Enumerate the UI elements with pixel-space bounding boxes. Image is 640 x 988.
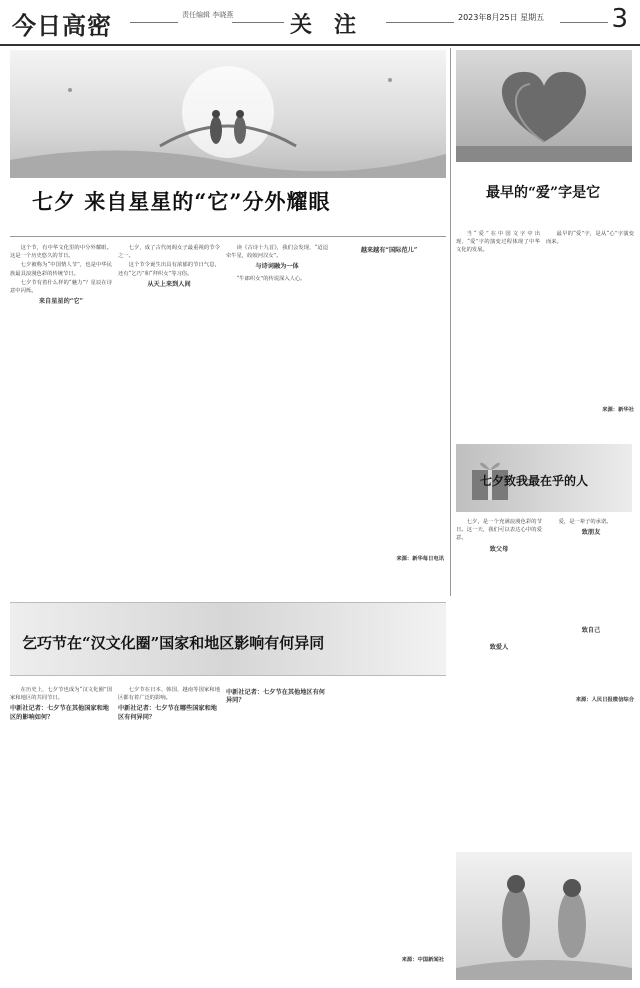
article-title: 七夕致我最在乎的人 bbox=[480, 474, 589, 488]
paragraph: 这个节，有中华文化里的中分外耀眼。这是一个历史悠久的节日。 bbox=[10, 245, 112, 260]
paragraph: 七夕，成了古代闺阁女子最重视的节令之一。 bbox=[118, 245, 220, 260]
article-title: 乞巧节在“汉文化圈”国家和地区影响有何异同 bbox=[22, 634, 325, 652]
editor-credit: 责任编辑 李晓燕 bbox=[182, 11, 234, 19]
question: 中新社记者：七夕节在其他国家和地区的影响如何？ bbox=[10, 705, 109, 721]
paragraph: 七夕节在日本、韩国、越南等国家和地区都有着广泛的影响。 bbox=[118, 687, 220, 702]
paragraph: 在历史上，七夕节也成为“汉文化圈”国家和地区的共同节日。 bbox=[10, 687, 112, 702]
article-column bbox=[226, 686, 328, 980]
subheading: 致父母 bbox=[489, 545, 509, 553]
article-column bbox=[10, 244, 112, 590]
couple-illustration bbox=[456, 852, 632, 980]
article-column bbox=[548, 518, 634, 848]
article-source: 来源：中国新闻社 bbox=[401, 957, 444, 963]
section-title: 关注 bbox=[290, 12, 379, 38]
article-column bbox=[334, 244, 444, 590]
heart-icon bbox=[456, 50, 632, 162]
article-column bbox=[226, 244, 328, 590]
paragraph: 七夕节有着什么样的“魅力”？星辰在诗意中闪烁。 bbox=[10, 279, 112, 295]
masthead bbox=[0, 0, 640, 46]
article-source: 来源：人民日报微信综合 bbox=[575, 696, 634, 703]
paragraph: 读《古诗十九首》，我们会发现，“迢迢牵牛星，皎皎河汉女”。 bbox=[226, 245, 328, 260]
subheading: 致爱人 bbox=[489, 643, 509, 651]
newspaper-logo: 今日高密 bbox=[12, 11, 112, 40]
paragraph: 当“爱”在中国文字中出现，“爱”字的演变过程体现了中华文化的发展。 bbox=[456, 231, 540, 254]
paragraph: 爱，是一辈子的承诺。 bbox=[558, 519, 612, 525]
qixi-scene-svg bbox=[10, 50, 446, 178]
paragraph: 这个节令诞生出具有浓郁的节日气息，还有“乞巧”和“拜织女”等习俗。 bbox=[118, 262, 220, 277]
divider bbox=[386, 22, 454, 23]
subheading: 越来越有“国际范儿” bbox=[360, 247, 418, 254]
question: 中新社记者：七夕节在其他地区有何异同？ bbox=[226, 689, 325, 705]
subheading: 致自己 bbox=[581, 627, 601, 635]
article-column bbox=[10, 686, 112, 980]
paragraph: 七夕，是一个充满浪漫色彩的节日。这一天，我们可以表达心中的爱意。 bbox=[456, 519, 542, 542]
qixi-illustration bbox=[10, 50, 446, 178]
divider bbox=[232, 22, 284, 23]
subheading: 与诗词融为一体 bbox=[255, 263, 299, 271]
article-source: 来源：新华社 bbox=[602, 407, 634, 414]
heart-balloons-photo bbox=[456, 50, 632, 162]
article-column bbox=[456, 518, 542, 848]
article-column bbox=[456, 230, 540, 438]
subheading: 致朋友 bbox=[581, 529, 601, 537]
divider bbox=[450, 48, 451, 596]
article-title: 七夕 来自星星的“它”分外耀眼 bbox=[32, 189, 331, 214]
article-title: 最早的“爱”字是它 bbox=[486, 185, 601, 201]
divider bbox=[560, 22, 608, 23]
article-column bbox=[334, 686, 444, 980]
article-column bbox=[546, 230, 634, 438]
paragraph: 七夕被称为“中国情人节”，也是中华民族最具浪漫色彩的传统节日。 bbox=[10, 262, 112, 277]
divider bbox=[130, 22, 178, 23]
divider bbox=[10, 236, 446, 237]
article-source: 来源：新华每日电讯 bbox=[396, 556, 444, 563]
issue-date: 2023年8月25日 星期五 bbox=[458, 13, 545, 22]
subheading: 从天上来到人间 bbox=[147, 280, 191, 288]
article-column bbox=[118, 244, 220, 590]
paragraph: “牛郎织女”的传说深入人心。 bbox=[236, 275, 306, 282]
subheading: 来自星星的“它” bbox=[38, 298, 84, 306]
article-column bbox=[118, 686, 220, 980]
figures-svg bbox=[456, 852, 632, 980]
question: 中新社记者：七夕节在哪些国家和地区有何异同？ bbox=[118, 705, 217, 721]
page-number: 3 bbox=[611, 4, 628, 34]
paragraph: 最早的“爱”字，是从“心”字演变而来。 bbox=[546, 231, 634, 246]
